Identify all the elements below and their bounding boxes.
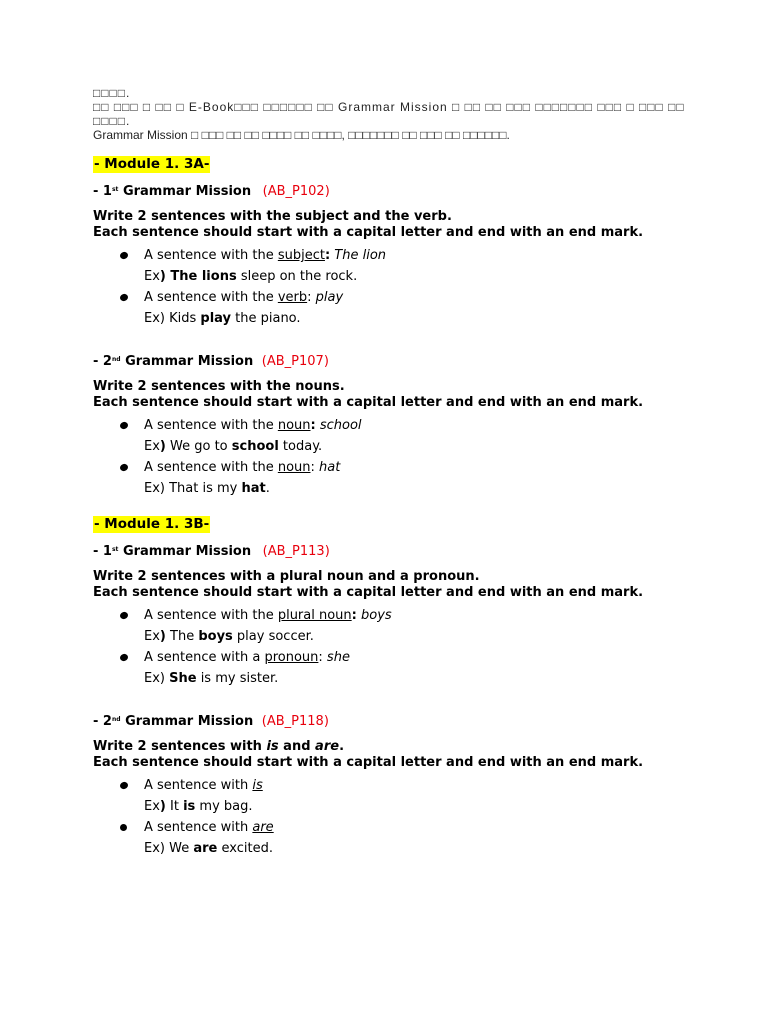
bullet-icon [119, 251, 129, 260]
mission-instructions: Write 2 sentences with is and are. Each sentence should start with a capital letter and end with an end mark. [93, 739, 644, 770]
mission-instructions: Write 2 sentences with the nouns. Each sentence should start with a capital letter and end with an end mark. [93, 379, 644, 410]
list-item: A sentence with the noun: school [93, 415, 693, 436]
mission-instructions: Write 2 sentences with the subject and the verb. Each sentence should start with a capital letter and end with an end mark. [93, 209, 644, 240]
mission-heading: - 2nd Grammar Mission (AB_P107) [93, 354, 329, 369]
example-line: Ex) We go to school today. [144, 439, 323, 454]
example-line: Ex) We are excited. [144, 841, 273, 856]
example-line: Ex) That is my hat. [144, 481, 270, 496]
page-reference: (AB_P118) [261, 714, 329, 729]
mission-instructions: Write 2 sentences with a plural noun and a pronoun. Each sentence should start with a capital letter and end with an end mark. [93, 569, 644, 600]
bullet-icon [119, 653, 129, 662]
bullet-icon [119, 611, 129, 620]
mission-items [93, 245, 693, 329]
list-item: A sentence with a pronoun: she [93, 647, 693, 668]
example-line: Ex) It is my bag. [144, 799, 253, 814]
intro-line-3: □□□□. [93, 114, 131, 128]
list-item: A sentence with the noun: hat [93, 457, 693, 478]
mission-items [93, 605, 693, 689]
module-title: - Module 1. 3A- [94, 156, 210, 172]
example-line: Ex) She is my sister. [144, 671, 279, 686]
bullet-icon [119, 781, 129, 790]
module-3b [93, 513, 693, 859]
mission-items [93, 775, 693, 859]
intro-line-2: □□ □□□ □ □□ □ E-Book□□□ □□□□□□ □□ Grammar Mission □ □□ □□ □□□ □□□□□□□ □□□ □ □□□ □□ [93, 100, 685, 114]
example-line: Ex) The lions sleep on the rock. [144, 269, 358, 284]
mission-items [93, 415, 693, 499]
module-title: - Module 1. 3B- [94, 516, 210, 532]
module-3a [93, 142, 693, 499]
list-item: A sentence with are [93, 817, 693, 838]
example-line: Ex) The boys play soccer. [144, 629, 314, 644]
page-reference: (AB_P113) [262, 544, 330, 559]
document-page [93, 86, 693, 859]
list-item: A sentence with is [93, 775, 693, 796]
mission-heading: - 1st Grammar Mission (AB_P113) [93, 544, 330, 559]
bullet-icon [120, 824, 127, 831]
bullet-icon [119, 421, 129, 430]
list-item: A sentence with the subject: The lion [93, 245, 693, 266]
list-item: A sentence with the verb: play [93, 287, 693, 308]
mission-heading: - 1st Grammar Mission (AB_P102) [93, 184, 330, 199]
bullet-icon [119, 293, 129, 302]
bullet-icon [119, 463, 129, 472]
intro-text [93, 86, 693, 142]
intro-line-1: □□□□. [93, 86, 131, 100]
page-reference: (AB_P102) [262, 184, 330, 199]
intro-line-4: Grammar Mission □ □□□ □□ □□ □□□□ □□ □□□□, □□□□□□□ □□ □□□ □□ □□□□□□. [93, 128, 510, 142]
list-item: A sentence with the plural noun: boys [93, 605, 693, 626]
example-line: Ex) Kids play the piano. [144, 311, 301, 326]
page-reference: (AB_P107) [261, 354, 329, 369]
mission-heading: - 2nd Grammar Mission (AB_P118) [93, 714, 329, 729]
